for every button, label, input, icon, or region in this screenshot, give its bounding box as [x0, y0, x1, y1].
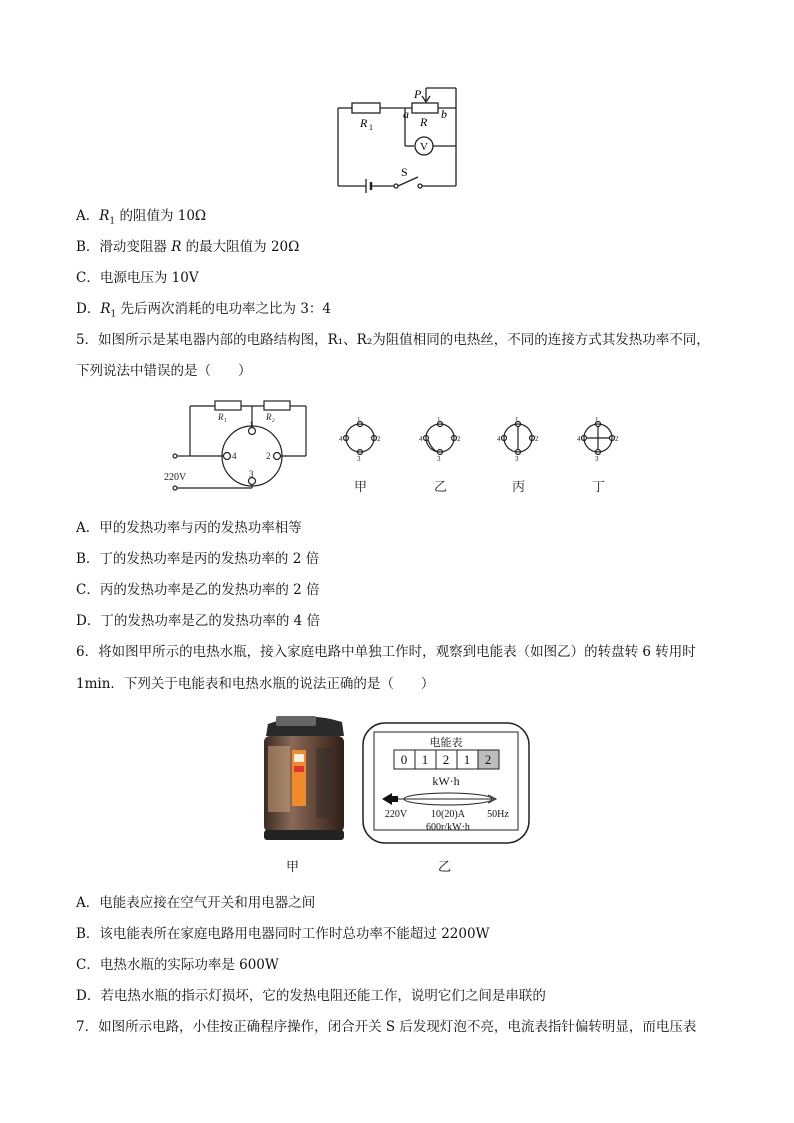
electric-kettle-image [256, 706, 351, 846]
q4-circuit-diagram [330, 84, 465, 194]
q4-r-label: R [420, 115, 428, 129]
q5-node-1: 1 [249, 420, 254, 430]
q4-option-c: C．电源电压为 10V [76, 270, 199, 286]
q5-voltage-label: 220V [164, 472, 187, 483]
q5-option-d: D．丁的发热功率是乙的发热功率的 4 倍 [76, 613, 320, 629]
q4-voltmeter-label: V [420, 141, 428, 153]
meter-voltage: 220V [384, 809, 408, 820]
bing-node-1: 1 [515, 416, 519, 424]
q6-caption-yi: 乙 [438, 860, 452, 875]
meter-digit-1: 0 [400, 752, 408, 767]
q6-option-c: C．电热水瓶的实际功率是 600W [76, 957, 279, 973]
q5-r2-label: R₂ [266, 412, 275, 422]
q7-stem-line1: 7．如图所示电路，小佳按正确程序操作，闭合开关 S 后发现灯泡不亮，电流表指针偏转明显，而电压表 [76, 1019, 697, 1035]
bing-node-3: 3 [515, 455, 519, 463]
q6-option-b: B．该电能表所在家庭电路用电器同时工作时总功率不能超过 2200W [76, 926, 490, 942]
q4-p-label: P [414, 87, 422, 101]
q5-node-2: 2 [266, 451, 271, 461]
jia-node-2: 2 [377, 435, 381, 443]
bing-node-4: 4 [497, 435, 501, 443]
jia-node-1: 1 [357, 416, 361, 424]
q5-caption-yi: 乙 [434, 479, 448, 494]
q6-option-d: D．若电热水瓶的指示灯损坏，它的发热电阻还能工作，说明它们之间是串联的 [76, 988, 546, 1004]
yi-node-2: 2 [457, 435, 461, 443]
q5-node-4: 4 [232, 451, 237, 461]
yi-node-1: 1 [437, 416, 441, 424]
q4-option-d: D．$R_1$ 先后两次消耗的电功率之比为 3：4 [76, 301, 331, 320]
q5-stem-line2: 下列说法中错误的是（ ） [76, 363, 252, 379]
meter-digit-2: 1 [421, 752, 429, 767]
q5-caption-bing: 丙 [512, 479, 526, 494]
ding-node-4: 4 [577, 435, 581, 443]
meter-unit: kW·h [432, 774, 460, 788]
ding-node-1: 1 [595, 416, 599, 424]
meter-current: 10(20)A [431, 809, 465, 820]
ding-node-2: 2 [615, 435, 619, 443]
electricity-meter-diagram [362, 722, 530, 844]
meter-frequency: 50Hz [487, 809, 509, 820]
yi-node-4: 4 [419, 435, 423, 443]
q5-option-c: C．丙的发热功率是乙的发热功率的 2 倍 [76, 582, 320, 598]
q4-switch-label: S [401, 165, 408, 179]
meter-digit-3: 2 [442, 752, 450, 767]
q5-circuit-diagram [160, 396, 630, 500]
q5-node-3: 3 [249, 469, 254, 479]
q5-caption-jia: 甲 [354, 479, 368, 494]
meter-title: 电能表 [429, 737, 463, 749]
q6-caption-jia: 甲 [286, 860, 300, 875]
q5-option-a: A．甲的发热功率与丙的发热功率相等 [76, 520, 302, 536]
q5-stem-line1: 5．如图所示是某电器内部的电路结构图，R₁、R₂为阻值相同的电热丝，不同的连接方式其发热功率不同， [76, 332, 710, 348]
yi-node-3: 3 [437, 455, 441, 463]
meter-rate: 600r/kW·h [426, 822, 470, 833]
q6-stem-line1: 6．将如图甲所示的电热水瓶，接入家庭电路中单独工作时，观察到电能表（如图乙）的转盘转 6 转用时 [76, 644, 696, 660]
q4-r1-subscript: 1 [369, 123, 373, 132]
meter-digit-5: 2 [484, 752, 492, 767]
q5-caption-ding: 丁 [592, 479, 606, 494]
q4-b-label: b [441, 107, 447, 121]
meter-digit-4: 1 [463, 752, 471, 767]
q4-a-label: a [403, 107, 409, 121]
q4-option-b: B．滑动变阻器 R 的最大阻值为 20Ω [76, 239, 300, 255]
jia-node-3: 3 [357, 455, 361, 463]
bing-node-2: 2 [535, 435, 539, 443]
q6-stem-line2: 1min．下列关于电能表和电热水瓶的说法正确的是（ ） [76, 676, 435, 692]
q5-r1-label: R₁ [218, 412, 227, 422]
q5-option-b: B．丁的发热功率是丙的发热功率的 2 倍 [76, 551, 320, 567]
q6-option-a: A．电能表应接在空气开关和用电器之间 [76, 895, 316, 911]
q4-r1-label: R [360, 116, 368, 130]
jia-node-4: 4 [339, 435, 343, 443]
ding-node-3: 3 [595, 455, 599, 463]
q4-option-a: A．$R_1$ 的阻值为 10Ω [76, 208, 207, 227]
